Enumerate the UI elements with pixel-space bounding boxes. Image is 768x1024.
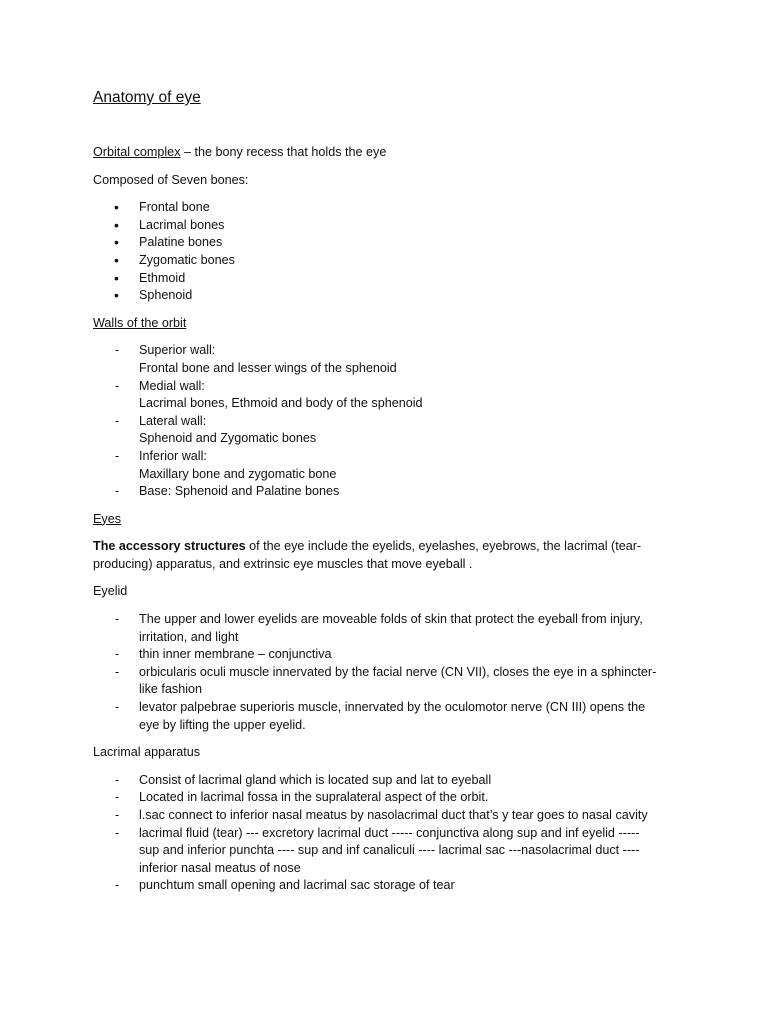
lacrimal-text-line: sup and inferior punchta ---- sup and inf canaliculi ---- lacrimal sac ---nasolacrimal duct ---- (139, 843, 640, 858)
accessory-structures-term: The accessory structures (93, 539, 246, 554)
accessory-structures-paragraph (93, 538, 683, 573)
list-item-eyelid (93, 664, 683, 699)
lacrimal-text-line: - Located in lacrimal fossa in the supralateral aspect of the orbit. (139, 790, 489, 805)
list-item-eyelid (93, 699, 683, 734)
eyelid-text-line: - thin inner membrane – conjunctiva (139, 647, 332, 662)
wall-label: - Medial wall: (139, 378, 205, 393)
lacrimal-text-line: - lacrimal fluid (tear) --- excretory lacrimal duct ----- conjunctiva along sup and inf eyelid ----- (139, 825, 640, 840)
accessory-line-1 (93, 538, 683, 556)
wall-label: - Base: Sphenoid and Palatine bones (139, 484, 340, 499)
list-item-wall (93, 448, 683, 483)
lacrimal-text-line: - punchtum small opening and lacrimal sac storage of tear (139, 878, 455, 893)
eyes-heading: Eyes (93, 511, 121, 526)
lacrimal-text-line: - l.sac connect to inferior nasal meatus by nasolacrimal duct that’s y tear goes to nasal cavity (139, 808, 648, 822)
composed-of-bones-text: Composed of Seven bones: (93, 172, 249, 187)
orbital-complex-definition (93, 144, 683, 162)
wall-detail: Maxillary bone and zygomatic bone (139, 466, 337, 481)
list-item-lacrimal (93, 772, 683, 790)
walls-heading: Walls of the orbit (93, 315, 187, 330)
list-item-wall (93, 342, 683, 377)
walls-list (93, 342, 683, 500)
eyelid-list (93, 611, 683, 734)
eyelid-text-line: eye by lifting the upper eyelid. (139, 717, 306, 732)
list-item-bone: • Zygomatic bones (93, 252, 683, 270)
lacrimal-list (93, 772, 683, 895)
list-item-eyelid (93, 611, 683, 646)
eyelid-text-line: - orbicularis oculi muscle innervated by the facial nerve (CN VII), closes the eye in a sphincter- (139, 664, 657, 679)
wall-label: - Inferior wall: (139, 448, 207, 463)
list-item-bone: • Sphenoid (93, 287, 683, 305)
list-item-bone: • Palatine bones (93, 234, 683, 252)
wall-detail: Sphenoid and Zygomatic bones (139, 431, 317, 446)
list-item-lacrimal (93, 807, 683, 825)
bones-list (93, 199, 683, 305)
list-item-bone: • Ethmoid (93, 270, 683, 288)
list-item-lacrimal (93, 877, 683, 895)
eyelid-heading: Eyelid (93, 584, 128, 599)
eyelid-text-line: like fashion (139, 682, 203, 697)
wall-label: - Lateral wall: (139, 413, 207, 428)
list-item-bone: • Frontal bone (93, 199, 683, 217)
list-item-lacrimal (93, 825, 683, 878)
lacrimal-heading: Lacrimal apparatus (93, 745, 201, 760)
list-item-bone: • Lacrimal bones (93, 217, 683, 235)
document-page (93, 88, 683, 895)
wall-detail: Frontal bone and lesser wings of the sphenoid (139, 360, 397, 375)
orbital-complex-description: – the bony recess that holds the eye (180, 145, 387, 159)
list-item-wall (93, 483, 683, 501)
document-title: Anatomy of eye (93, 89, 201, 106)
lacrimal-text-line: inferior nasal meatus of nose (139, 860, 301, 875)
eyelid-text-line: - levator palpebrae superioris muscle, innervated by the oculomotor nerve (CN III) opens the (139, 700, 646, 715)
wall-label: - Superior wall: (139, 343, 216, 358)
eyelid-text-line: - The upper and lower eyelids are moveable folds of skin that protect the eyeball from injury, (139, 612, 643, 627)
eyelid-text-line: irritation, and light (139, 629, 239, 644)
wall-detail: Lacrimal bones, Ethmoid and body of the sphenoid (139, 396, 423, 411)
lacrimal-text-line: - Consist of lacrimal gland which is located sup and lat to eyeball (139, 772, 492, 787)
list-item-eyelid (93, 646, 683, 664)
list-item-wall (93, 413, 683, 448)
accessory-text-2: producing) apparatus, and extrinsic eye muscles that move eyeball . (93, 556, 473, 571)
orbital-complex-term: Orbital complex (93, 145, 181, 159)
accessory-text-1: of the eye include the eyelids, eyelashes, eyebrows, the lacrimal (tear- (245, 539, 642, 554)
list-item-lacrimal (93, 789, 683, 807)
list-item-wall (93, 378, 683, 413)
